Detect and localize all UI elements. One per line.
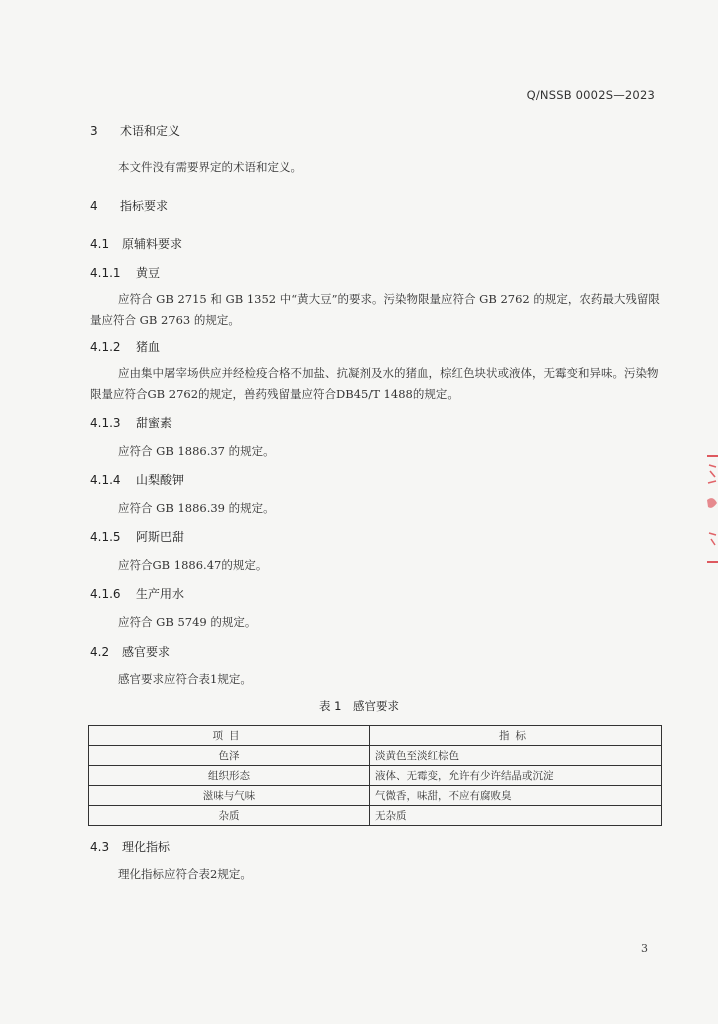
table-row — [89, 786, 662, 806]
table-cell-item: 色泽 — [89, 746, 370, 766]
table-header-row — [89, 726, 662, 746]
paragraph-4-3: 理化指标应符合表2规定。 — [118, 867, 252, 881]
heading-3: 3 术语和定义 — [90, 124, 181, 138]
paragraph-4-1-1: 应符合 GB 2715 和 GB 1352 中“黄大豆”的要求。污染物限量应符合 GB 2762 的规定，农药最大残留限量应符合 GB 2763 的规定。 — [90, 292, 660, 327]
seal-stamp-fragment — [704, 455, 718, 565]
paragraph-4-2: 感官要求应符合表1规定。 — [118, 672, 252, 686]
paragraph-4-1-4: 应符合 GB 1886.39 的规定。 — [118, 501, 275, 515]
heading-4-1-4: 4.1.4 山梨酸钾 — [90, 473, 185, 487]
table-header-cell: 项目 — [89, 726, 370, 746]
paragraph-4-1-3: 应符合 GB 1886.37 的规定。 — [118, 444, 275, 458]
table-cell-value: 液体、无霉变，允许有少许结晶或沉淀 — [370, 766, 662, 786]
table-cell-item: 滋味与气味 — [89, 786, 370, 806]
page-number: 3 — [641, 942, 648, 955]
table-cell-item: 组织形态 — [89, 766, 370, 786]
paragraph-3: 本文件没有需要界定的术语和定义。 — [118, 160, 302, 174]
table-cell-value: 气微香，味甜，不应有腐败臭 — [370, 786, 662, 806]
paragraph-4-1-5: 应符合GB 1886.47的规定。 — [118, 558, 268, 572]
paragraph-4-1-6: 应符合 GB 5749 的规定。 — [118, 615, 257, 629]
paragraph-4-1-2: 应由集中屠宰场供应并经检疫合格不加盐、抗凝剂及水的猪血，棕红色块状或液体，无霉变和异味。污染物限量应符合GB 2762的规定，兽药残留量应符合DB45/T 1488的规定。 — [90, 366, 659, 401]
table-row — [89, 746, 662, 766]
table-row — [89, 766, 662, 786]
table-cell-value: 淡黄色至淡红棕色 — [370, 746, 662, 766]
heading-4-1-1: 4.1.1 黄豆 — [90, 266, 161, 280]
heading-4-2: 4.2 感官要求 — [90, 645, 171, 659]
table-cell-item: 杂质 — [89, 806, 370, 826]
heading-4-1-3: 4.1.3 甜蜜素 — [90, 416, 173, 430]
heading-4-1-6: 4.1.6 生产用水 — [90, 587, 185, 601]
document-code: Q/NSSB 0002S—2023 — [526, 88, 655, 102]
sensory-table — [88, 725, 662, 826]
heading-4-1-5: 4.1.5 阿斯巴甜 — [90, 530, 185, 544]
heading-4: 4 指标要求 — [90, 199, 169, 213]
heading-4-1: 4.1 原辅料要求 — [90, 237, 183, 251]
table-header-cell: 指标 — [370, 726, 662, 746]
table1-caption: 表 1 感官要求 — [319, 699, 399, 713]
table-cell-value: 无杂质 — [370, 806, 662, 826]
heading-4-1-2: 4.1.2 猪血 — [90, 340, 161, 354]
table-row — [89, 806, 662, 826]
heading-4-3: 4.3 理化指标 — [90, 840, 171, 854]
